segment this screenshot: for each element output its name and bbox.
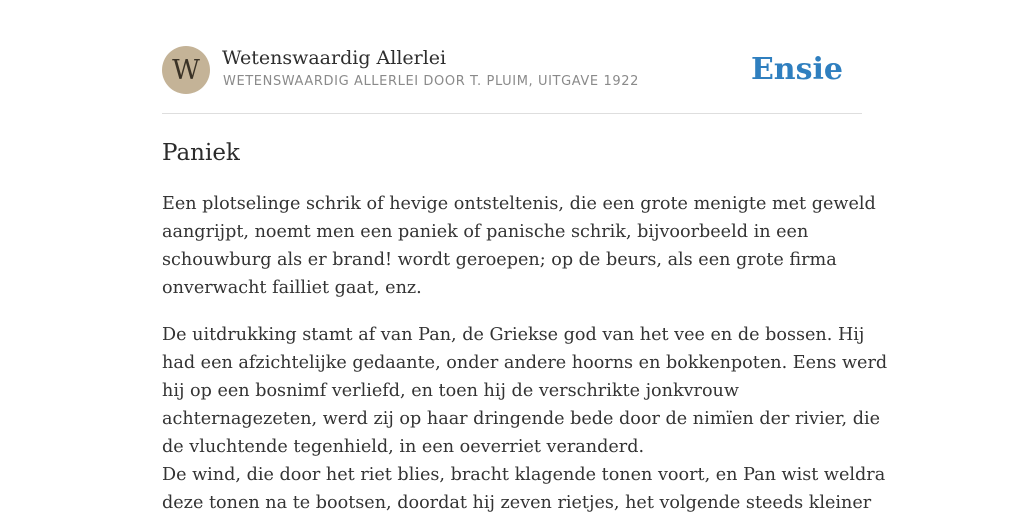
book-subtitle: WETENSWAARDIG ALLERLEI DOOR T. PLUIM, UITGAVE 1922 [223,74,639,89]
text-line: onverwacht failliet gaat, enz. [162,278,422,298]
text-line: achternagezeten, werd zij op haar dringende bede door de nimïen der rivier, die [162,409,881,429]
entry-title: Paniek [162,140,240,166]
book-header [162,46,862,96]
paragraph-2 [162,321,888,512]
paragraph-1 [162,190,876,302]
entry-content [162,190,888,512]
text-line: hij op een bosnimf verliefd, en toen hij de verschrikte jonkvrouw [162,381,739,401]
text-line: aangrijpt, noemt men een paniek of panische schrik, bijvoorbeeld in een [162,222,809,242]
text-line: Een plotselinge schrik of hevige ontsteltenis, die een grote menigte met geweld [162,194,876,214]
text-line: schouwburg als er brand! wordt geroepen; op de beurs, als een grote firma [162,250,837,270]
text-line: had een afzichtelijke gedaante, onder andere hoorns en bokkenpoten. Eens werd [162,353,888,373]
text-line: de vluchtende tegenhield, in een oeverriet veranderd. [162,437,645,457]
book-title-link[interactable]: Wetenswaardig Allerlei [222,47,447,69]
text-line: De uitdrukking stamt af van Pan, de Griekse god van het vee en de bossen. Hij [162,325,865,345]
header-divider [162,113,862,114]
text-line: De wind, die door het riet blies, bracht klagende tonen voort, en Pan wist weldra [162,465,886,485]
ensie-logo[interactable]: Ensie [750,52,843,87]
book-avatar[interactable]: W [162,46,210,94]
text-line: deze tonen na te bootsen, doordat hij zeven rietjes, het volgende steeds kleiner [162,493,872,512]
